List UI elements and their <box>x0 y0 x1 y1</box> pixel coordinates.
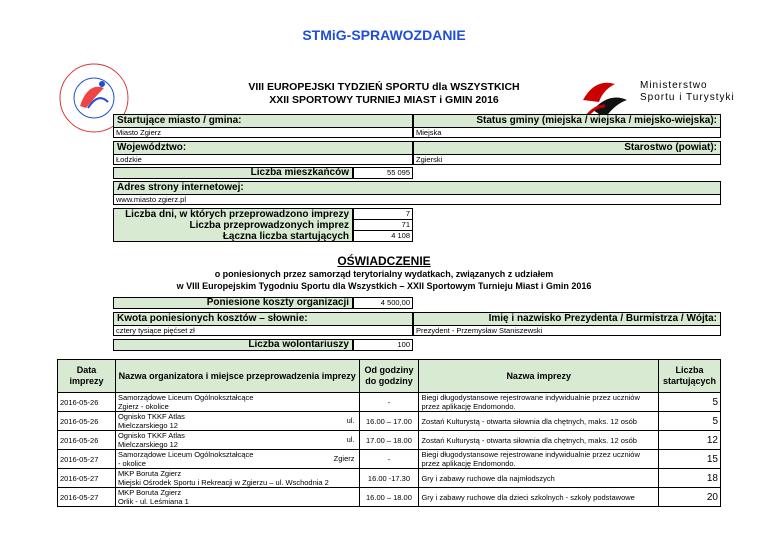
table-row <box>58 431 721 450</box>
cell-name: Biegi długodystansowe rejestrowane indywidualnie przez uczniów przez aplikację Endomondo. <box>419 393 659 412</box>
cell-date: 2016-05-27 <box>58 488 116 507</box>
cell-count: 5 <box>658 412 720 431</box>
declaration-line1: o poniesionych przez samorząd terytorialny wydatkach, związanych z udziałem <box>214 269 554 279</box>
table-header-row <box>58 360 721 393</box>
cell-time: 17.00 – 18.00 <box>359 431 419 450</box>
cell-organizer <box>115 393 359 412</box>
days-label: Liczba dni, w których przeprowadzono imprezy <box>125 209 349 220</box>
table-row <box>58 488 721 507</box>
cell-organizer <box>115 412 359 431</box>
cell-count: 5 <box>658 393 720 412</box>
days-field[interactable]: 7 <box>353 208 413 220</box>
mayor-field[interactable]: Prezydent - Przemysław Staniszewski <box>413 325 721 336</box>
cell-time: 16.00 – 18.00 <box>359 488 419 507</box>
cell-date: 2016-05-27 <box>58 450 116 469</box>
organizer-extra: ul. <box>346 435 355 444</box>
cell-name: Gry i zabawy ruchowe dla dzieci szkolnych - szkoły podstawowe <box>419 488 659 507</box>
county-label: Starostwo (powiat): <box>413 141 721 155</box>
events-label: Liczba przeprowadzonych imprez <box>189 220 349 231</box>
cost-label: Poniesione koszty organizacji <box>113 297 353 309</box>
cell-time: 16.00 -17.30 <box>359 469 419 488</box>
organizer-extra: ul. <box>346 416 355 425</box>
volunteers-field[interactable]: 100 <box>353 339 413 351</box>
website-label: Adres strony internetowej: <box>113 181 721 195</box>
organizer-line1: Ognisko TKKF Atlas <box>117 412 185 421</box>
cell-name: Biegi długodystansowe rejestrowane indywidualnie przez uczniów przez aplikację Endomondo. <box>419 450 659 469</box>
subtitle-2: XXII SPORTOWY TURNIEJ MIAST i GMIN 2016 <box>269 94 499 106</box>
ministry-line1: Ministerstwo <box>640 80 708 91</box>
county-field[interactable]: Zgierski <box>413 154 721 165</box>
table-row <box>58 450 721 469</box>
cell-count: 12 <box>658 431 720 450</box>
voivodeship-label: Województwo: <box>113 141 413 155</box>
cell-name: Zostań Kulturystą - otwarta siłownia dla chętnych, maks. 12 osób <box>419 412 659 431</box>
declaration-line2: w VIII Europejskim Tygodniu Sportu dla Wszystkich – XXII Sportowym Turnieju Miast i Gmin 2016 <box>176 281 592 291</box>
residents-label: Liczba mieszkańców <box>113 167 353 179</box>
cell-date: 2016-05-26 <box>58 431 116 450</box>
residents-field[interactable]: 55 095 <box>353 167 413 179</box>
cell-time: - <box>359 393 419 412</box>
organizer-line2: Miejski Ośrodek Sportu i Rekreacji w Zgierzu – ul. Wschodnia 2 <box>117 478 329 487</box>
table-row <box>58 412 721 431</box>
cell-time: - <box>359 450 419 469</box>
status-label: Status gminy (miejska / wiejska / miejsko-wiejska): <box>413 114 721 128</box>
cell-name: Zostań Kulturystą - otwarta siłownia dla chętnych, maks. 12 osób <box>419 431 659 450</box>
subtitle-1: VIII EUROPEJSKI TYDZIEŃ SPORTU dla WSZYSTKICH <box>248 81 520 93</box>
participants-label: Łączna liczba startujących <box>222 231 349 242</box>
cell-organizer <box>115 469 359 488</box>
organizer-line2: Mielczarskiego 12 <box>117 421 178 430</box>
organizer-line2: Orlik - ul. Leśmiana 1 <box>117 497 189 506</box>
organizer-line1: MKP Boruta Zgierz <box>117 488 182 497</box>
cost-field[interactable]: 4 500,00 <box>353 297 413 309</box>
cell-count: 15 <box>658 450 720 469</box>
organizer-line2: Mielczarskiego 12 <box>117 440 178 449</box>
cell-time: 16.00 – 17.00 <box>359 412 419 431</box>
organizer-line2: Zgierz - okolice <box>117 402 169 411</box>
col-name: Nazwa imprezy <box>419 360 659 393</box>
col-count: Liczba startujących <box>658 360 720 393</box>
mayor-label: Imię i nazwisko Prezydenta / Burmistrza / Wójta: <box>413 312 721 326</box>
cell-name: Gry i zabawy ruchowe dla najmłodszych <box>419 469 659 488</box>
cell-date: 2016-05-27 <box>58 469 116 488</box>
organizer-extra: Zgierz <box>333 454 355 463</box>
cell-organizer <box>115 450 359 469</box>
voivodeship-field[interactable]: Łodzkie <box>113 154 413 165</box>
stats-label-box <box>113 208 353 242</box>
declaration-heading: OŚWIADCZENIE <box>337 254 431 268</box>
ministry-line2: Sportu i Turystyki <box>640 92 735 103</box>
cost-words-label: Kwota poniesionych kosztów – słownie: <box>113 312 413 326</box>
cell-date: 2016-05-26 <box>58 393 116 412</box>
col-organizer: Nazwa organizatora i miejsce przeprowadzenia imprezy <box>115 360 359 393</box>
table-row <box>58 469 721 488</box>
cell-count: 18 <box>658 469 720 488</box>
organizer-line2: - okolice <box>117 459 146 468</box>
cell-date: 2016-05-26 <box>58 412 116 431</box>
events-field[interactable]: 71 <box>353 219 413 231</box>
city-field[interactable]: Miasto Zgierz <box>113 127 413 138</box>
col-time: Od godziny do godziny <box>359 360 419 393</box>
organizer-line1: MKP Boruta Zgierz <box>117 469 182 478</box>
organizer-line1: Samorządowe Liceum Ogólnokształcące <box>117 450 254 459</box>
city-label: Startujące miasto / gmina: <box>113 114 413 128</box>
col-date: Data imprezy <box>58 360 116 393</box>
status-field[interactable]: Miejska <box>413 127 721 138</box>
page-title: STMiG-SPRAWOZDANIE <box>302 27 466 43</box>
cell-organizer <box>115 431 359 450</box>
organizer-line1: Samorządowe Liceum Ogólnokształcące <box>117 393 254 402</box>
organizer-line1: Ognisko TKKF Atlas <box>117 431 185 440</box>
cell-count: 20 <box>658 488 720 507</box>
volunteers-label: Liczba wolontariuszy <box>113 339 353 351</box>
website-field[interactable]: www.miasto zgierz.pl <box>113 194 721 205</box>
events-table <box>57 359 721 507</box>
participants-field[interactable]: 4 108 <box>353 230 413 242</box>
cost-words-field[interactable]: cztery tysiące pięćset zł <box>113 325 413 336</box>
table-row <box>58 393 721 412</box>
cell-organizer <box>115 488 359 507</box>
